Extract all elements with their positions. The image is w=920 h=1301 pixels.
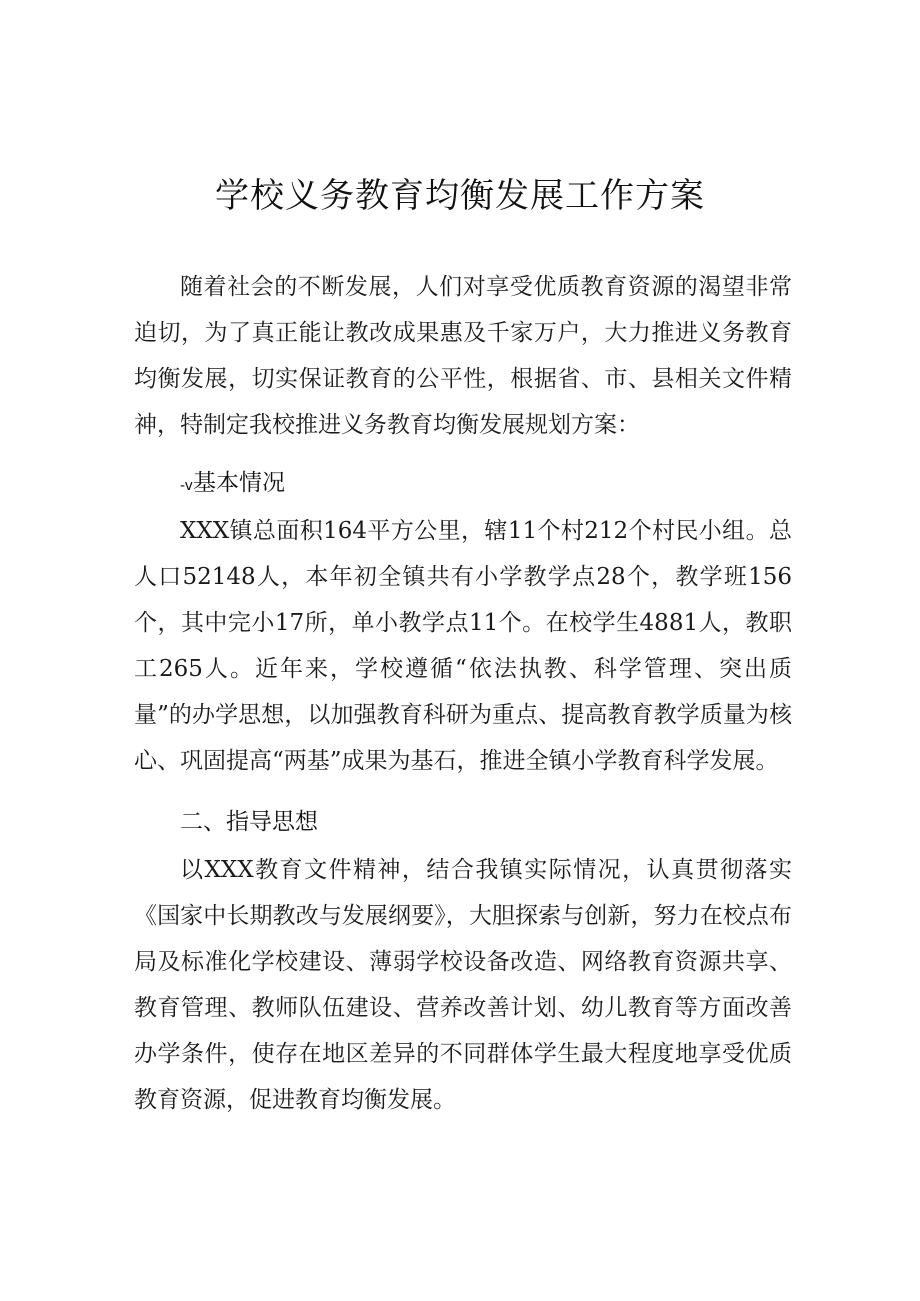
section-number: -v xyxy=(180,478,193,494)
section-heading-text: 基本情况 xyxy=(192,470,285,496)
section-body-guiding-ideology: 以XXX教育文件精神，结合我镇实际情况，认真贯彻落实《国家中长期教改与发展纲要》，大胆探索与创新，努力在校点布局及标准化学校建设、薄弱学校设备改造、网络教育资源共享、教育管理、教师队伍建设、营养改善计划、幼儿教育等方面改善办学条件，使存在地区差异的不同群体学生最大程度地享受优质教育资源，促进教育均衡发展。 xyxy=(134,857,792,1113)
section-body-basic-situation: XXX镇总面积164平方公里，辖11个村212个村民小组。总人口52148人，本年初全镇共有小学教学点28个，教学班156个，其中完小17所，单小教学点11个。在校学生4881人，教职工265人。近年来，学校遵循“依法执教、科学管理、突出质量”的办学思想，以加强教育科研为重点、提高教育教学质量为核心、巩固提高“两基”成果为基石，推进全镇小学教育科学发展。 xyxy=(134,518,792,774)
section-number: 二、 xyxy=(180,809,226,835)
intro-paragraph: 随着社会的不断发展，人们对享受优质教育资源的渴望非常迫切，为了真正能让教改成果惠及千家万户，大力推进义务教育均衡发展，切实保证教育的公平性，根据省、市、县相关文件精神，特制定我校推进义务教育均衡发展规划方案： xyxy=(134,274,792,438)
section-heading-basic-situation xyxy=(180,460,285,509)
document-title: 学校义务教育均衡发展工作方案 xyxy=(215,176,705,216)
section-heading-text: 指导思想 xyxy=(226,809,318,835)
section-heading-guiding-ideology xyxy=(180,799,318,845)
